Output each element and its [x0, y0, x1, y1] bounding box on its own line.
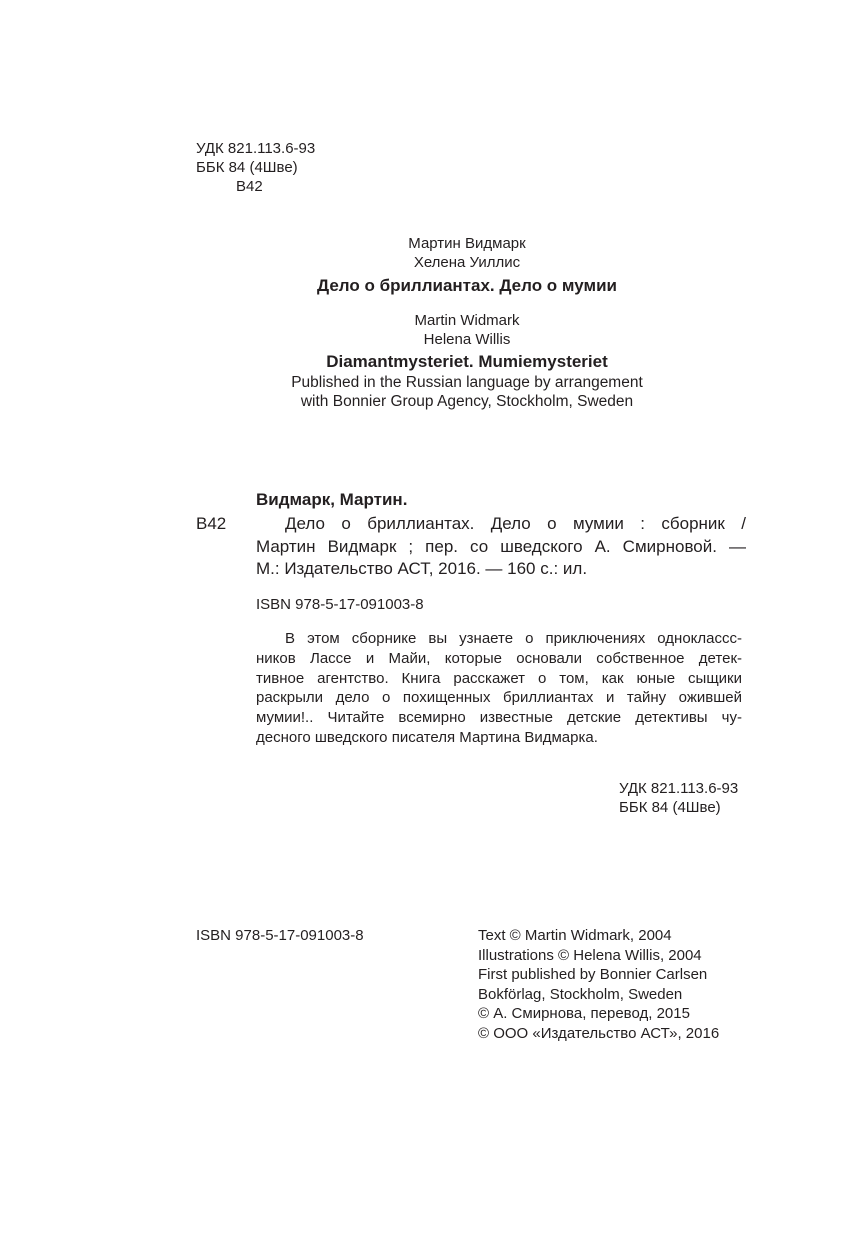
original-title-block — [0, 311, 844, 411]
russian-author-1: Мартин Видмарк — [408, 235, 526, 252]
annotation-line: В этом сборнике вы узнаете о приключениях одноклассс- — [285, 630, 742, 647]
copyright-line: Bokförlag, Stockholm, Sweden — [478, 985, 683, 1003]
russian-author-2: Хелена Уиллис — [413, 254, 521, 271]
copyright-block — [478, 926, 719, 1044]
record-description-line: Мартин Видмарк ; пер. со шведского А. Смирновой. — — [256, 536, 746, 556]
russian-title: Дело о бриллиантах. Дело о мумии — [317, 276, 617, 295]
annotation-line: десного шведского писателя Мартина Видмарка. — [256, 728, 598, 746]
original-title: Diamantmysteriet. Mumiemysteriet — [326, 352, 608, 371]
udk-code: УДК 821.113.6-93 — [196, 140, 316, 157]
original-author-1: Martin Widmark — [414, 312, 520, 329]
publication-note-line: with Bonnier Group Agency, Stockholm, Sweden — [300, 393, 634, 410]
annotation-line: ников Лассе и Майи, которые основали собственное детек- — [256, 649, 742, 667]
author-mark: В42 — [236, 178, 263, 195]
record-code: В42 — [196, 514, 227, 533]
bbk-code: ББК 84 (4Шве) — [196, 159, 298, 176]
record-description — [256, 513, 746, 581]
record-description-line: М.: Издательство АСТ, 2016. — 160 с.: ил. — [256, 559, 588, 578]
publication-note-line: Published in the Russian language by arrangement — [291, 374, 643, 391]
annotation-line: тивное агентство. Книга расскажет о том, как юные сыщики — [256, 669, 742, 687]
record-author-heading: Видмарк, Мартин. — [256, 490, 408, 509]
copyright-line: First published by Bonnier Carlsen — [478, 966, 708, 984]
copyright-line: © А. Смирнова, перевод, 2015 — [478, 1005, 690, 1023]
bbk-code: ББК 84 (4Шве) — [619, 799, 721, 816]
original-author-2: Helena Willis — [423, 331, 511, 348]
annotation — [256, 629, 742, 748]
classification-codes-bottom — [619, 779, 738, 817]
footer-isbn: ISBN 978-5-17-091003-8 — [196, 927, 364, 944]
copyright-line: © ООО «Издательство АСТ», 2016 — [478, 1024, 720, 1042]
copyright-line: Illustrations © Helena Willis, 2004 — [478, 946, 702, 964]
record-description-line: Дело о бриллиантах. Дело о мумии : сборник / — [285, 514, 746, 533]
annotation-line: раскрыли дело о похищенных бриллиантах и тайну ожившей — [256, 689, 742, 707]
russian-title-block — [0, 234, 844, 297]
record-isbn: ISBN 978-5-17-091003-8 — [256, 596, 424, 613]
classification-codes-top — [196, 139, 315, 196]
udk-code: УДК 821.113.6-93 — [619, 780, 739, 797]
annotation-line: мумии!.. Читайте всемирно известные детские детективы чу- — [256, 709, 742, 727]
copyright-line: Text © Martin Widmark, 2004 — [478, 927, 672, 944]
